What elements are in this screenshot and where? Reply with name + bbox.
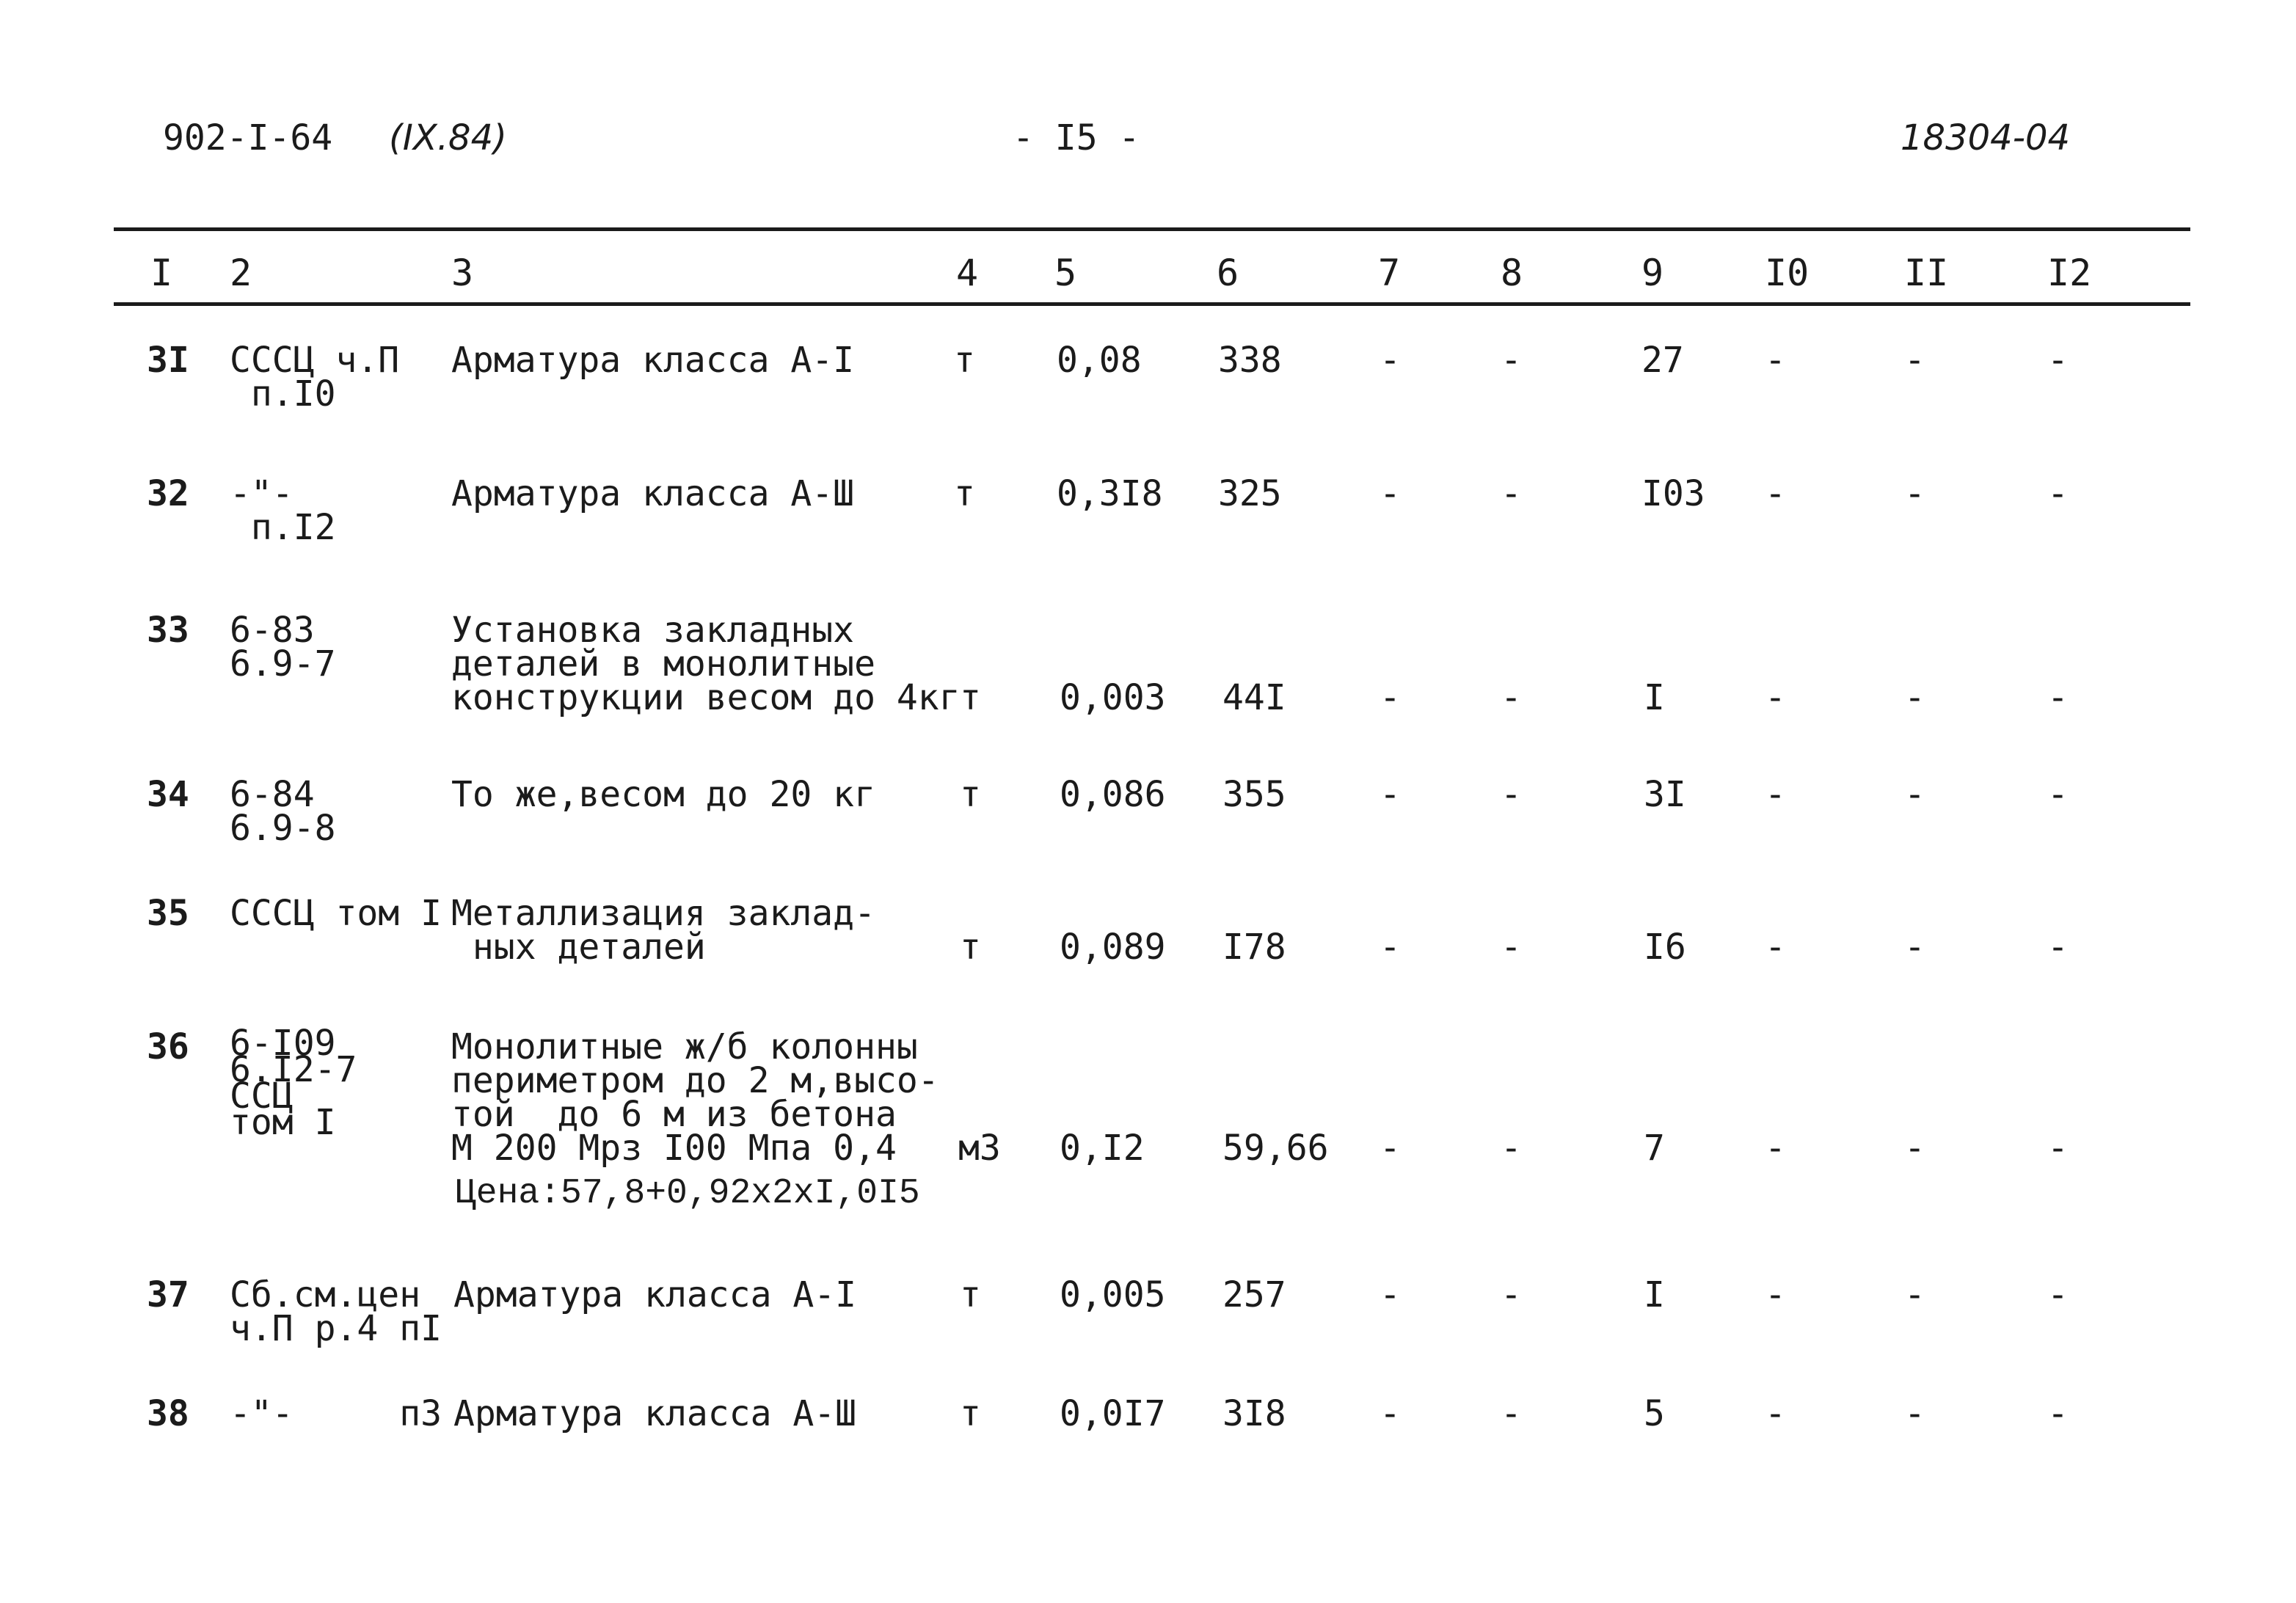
row-quantity: 0,003: [1060, 677, 1166, 718]
row-number: 38: [147, 1393, 189, 1434]
row-col10: -: [1765, 677, 1786, 718]
row-col11: -: [1904, 473, 1925, 514]
column-number-7: 7: [1378, 252, 1401, 294]
row-col10: -: [1765, 1128, 1786, 1169]
row-unit: т: [960, 774, 981, 815]
row-col8: -: [1501, 774, 1522, 815]
row-col9: I: [1644, 1274, 1665, 1315]
row-reference: -"- п3: [230, 1393, 442, 1434]
row-col12: -: [2047, 927, 2069, 968]
row-unit-price: 3I8: [1222, 1393, 1286, 1434]
row-number: 36: [147, 1026, 189, 1067]
row-unit-price: 325: [1218, 473, 1282, 514]
row-col11: -: [1904, 1393, 1925, 1434]
row-col7: -: [1380, 927, 1401, 968]
row-col12: -: [2047, 1128, 2069, 1169]
row-col8: -: [1501, 927, 1522, 968]
column-number-3: 3: [451, 252, 474, 294]
row-col7: -: [1380, 473, 1401, 514]
row-col9: 3I: [1644, 774, 1686, 815]
row-quantity: 0,I2: [1060, 1128, 1145, 1169]
column-number-5: 5: [1054, 252, 1077, 294]
archive-number: 18304-04: [1900, 117, 2071, 158]
document-code: 902-I-64: [163, 117, 333, 158]
row-col9: 5: [1644, 1393, 1665, 1434]
row-col12: -: [2047, 1274, 2069, 1315]
row-number: 37: [147, 1274, 189, 1315]
row-col10: -: [1765, 1393, 1786, 1434]
row-col9: 7: [1644, 1128, 1665, 1169]
row-col8: -: [1501, 1128, 1522, 1169]
row-col11: -: [1904, 1274, 1925, 1315]
row-col12: -: [2047, 1393, 2069, 1434]
row-description: Арматура класса А-Ш: [453, 1393, 857, 1434]
row-col9: 27: [1641, 340, 1684, 381]
row-unit-price: I78: [1222, 927, 1286, 968]
row-col9: I: [1644, 677, 1665, 718]
row-col11: -: [1904, 340, 1925, 381]
row-col8: -: [1501, 677, 1522, 718]
column-number-6: 6: [1217, 252, 1239, 294]
row-col9: I03: [1641, 473, 1705, 514]
table-header-rule: [114, 302, 2190, 306]
row-quantity: 0,0I7: [1060, 1393, 1166, 1434]
row-col10: -: [1765, 927, 1786, 968]
row-description: Монолитные ж/б колонны периметром до 2 м,высо- той до 6 м из бетона М 200 Мрз I00 Мпа 0,4: [451, 1026, 939, 1169]
row-description: Металлизация заклад- ных деталей: [451, 893, 875, 968]
row-reference: Сб.см.цен ч.П р.4 пI: [230, 1274, 442, 1349]
row-col9: I6: [1644, 927, 1686, 968]
row-col11: -: [1904, 774, 1925, 815]
row-number: 32: [147, 473, 189, 514]
row-col7: -: [1380, 774, 1401, 815]
column-number-1: I: [150, 252, 173, 294]
row-col10: -: [1765, 340, 1786, 381]
row-unit: т: [954, 473, 975, 514]
row-description: Арматура класса А-I: [451, 340, 855, 381]
row-number: 34: [147, 774, 189, 815]
row-description: Установка закладных деталей в монолитные конструкции весом до 4кг: [451, 610, 961, 718]
row-reference: 6-84 6.9-8: [230, 774, 336, 849]
row-unit-price: 59,66: [1222, 1128, 1329, 1169]
row-col8: -: [1501, 340, 1522, 381]
row-col10: -: [1765, 1274, 1786, 1315]
row-col11: -: [1904, 677, 1925, 718]
row-description: Арматура класса А-Ш: [451, 473, 855, 514]
row-quantity: 0,3I8: [1057, 473, 1163, 514]
row-reference: -"- п.I2: [230, 473, 336, 548]
row-unit-price: 257: [1222, 1274, 1286, 1315]
row-unit: т: [960, 677, 981, 718]
row-number: 3I: [147, 340, 189, 381]
row-reference: СССЦ ч.П п.I0: [230, 340, 400, 415]
column-number-9: 9: [1641, 252, 1664, 294]
row-description: То же,весом до 20 кг: [451, 774, 875, 815]
row-col12: -: [2047, 340, 2069, 381]
column-number-12: I2: [2047, 252, 2092, 294]
row-col8: -: [1501, 1393, 1522, 1434]
row-col8: -: [1501, 473, 1522, 514]
row-reference: 6-I09 6.I2-7 ССЦ том I: [230, 1023, 357, 1143]
row-col12: -: [2047, 677, 2069, 718]
row-number: 35: [147, 893, 189, 934]
row-quantity: 0,005: [1060, 1274, 1166, 1315]
table-top-rule: [114, 227, 2190, 231]
row-col7: -: [1380, 340, 1401, 381]
row-col7: -: [1380, 1393, 1401, 1434]
row-col11: -: [1904, 1128, 1925, 1169]
row-unit: т: [960, 1274, 981, 1315]
row-number: 33: [147, 610, 189, 651]
row-col12: -: [2047, 473, 2069, 514]
row-unit: т: [960, 927, 981, 968]
row-col7: -: [1380, 1274, 1401, 1315]
row-reference: СССЦ том I: [230, 893, 442, 934]
row-reference: 6-83 6.9-7: [230, 610, 336, 684]
row-description: Арматура класса А-I: [453, 1274, 857, 1315]
column-number-2: 2: [230, 252, 252, 294]
row-col7: -: [1380, 1128, 1401, 1169]
row-unit-price: 44I: [1222, 677, 1286, 718]
row-col7: -: [1380, 677, 1401, 718]
page-number: - I5 -: [1013, 117, 1140, 158]
row-col10: -: [1765, 774, 1786, 815]
row-col10: -: [1765, 473, 1786, 514]
row-quantity: 0,08: [1057, 340, 1142, 381]
column-number-10: I0: [1765, 252, 1810, 294]
column-number-8: 8: [1501, 252, 1523, 294]
document-date: (IX.84): [389, 117, 507, 158]
row-col8: -: [1501, 1274, 1522, 1315]
column-number-11: II: [1904, 252, 1949, 294]
row-quantity: 0,089: [1060, 927, 1166, 968]
row-unit-price: 355: [1222, 774, 1286, 815]
row-col12: -: [2047, 774, 2069, 815]
price-calculation-note: Цена:57,8+0,92х2хI,0I5: [455, 1174, 920, 1213]
row-unit-price: 338: [1218, 340, 1282, 381]
row-unit: т: [954, 340, 975, 381]
row-quantity: 0,086: [1060, 774, 1166, 815]
row-unit: м3: [958, 1128, 1001, 1169]
column-number-4: 4: [956, 252, 979, 294]
row-col11: -: [1904, 927, 1925, 968]
row-unit: т: [960, 1393, 981, 1434]
